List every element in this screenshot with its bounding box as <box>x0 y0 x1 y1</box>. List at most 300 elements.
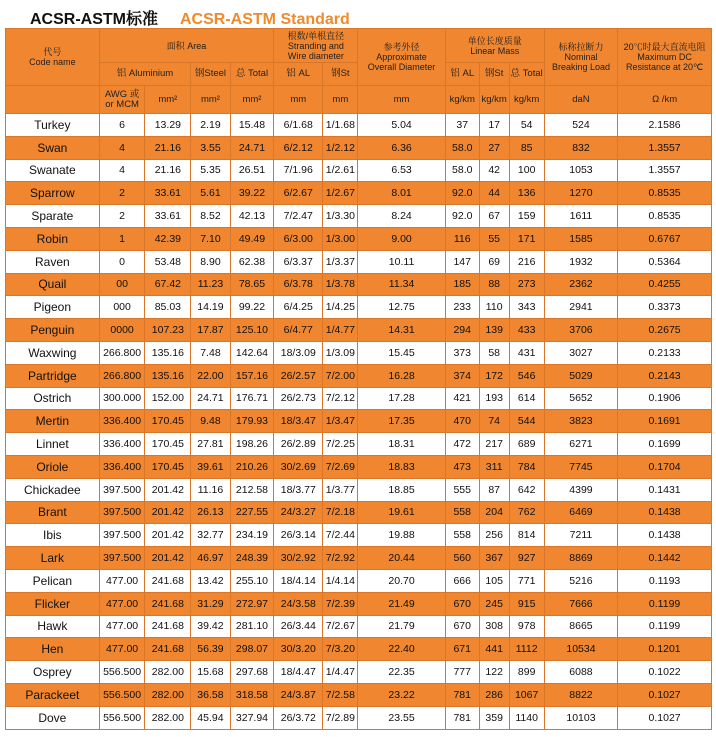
table-cell: 689 <box>509 433 544 456</box>
table-row <box>6 592 712 615</box>
table-cell: 1585 <box>544 227 617 250</box>
table-cell: 18.85 <box>358 478 445 501</box>
table-cell: 670 <box>445 592 479 615</box>
table-cell: 88 <box>479 273 509 296</box>
table-row <box>6 227 712 250</box>
table-cell: 273 <box>509 273 544 296</box>
header-resistance-cn: 20℃时最大直流电阻 <box>623 42 706 52</box>
table-cell: 32.77 <box>191 524 230 547</box>
header-unit-kgkm: kg/km <box>479 86 509 114</box>
table-cell: 21.16 <box>145 136 191 159</box>
table-cell: 272.97 <box>230 592 274 615</box>
table-cell: 7/2.47 <box>274 205 323 228</box>
table-cell: 78.65 <box>230 273 274 296</box>
table-cell: 1112 <box>509 638 544 661</box>
table-cell: 204 <box>479 501 509 524</box>
table-cell: 7666 <box>544 592 617 615</box>
table-cell: 56.39 <box>191 638 230 661</box>
header-diameter-en2: Overall Diameter <box>367 62 436 72</box>
header-unit-mm: mm <box>358 86 445 114</box>
table-row <box>6 114 712 137</box>
table-cell: 7/2.58 <box>323 683 358 706</box>
table-cell: 10534 <box>544 638 617 661</box>
table-cell: 100 <box>509 159 544 182</box>
table-cell: 248.39 <box>230 547 274 570</box>
header-unit-ohm: Ω /km <box>618 86 712 114</box>
table-cell: 1/1.68 <box>323 114 358 137</box>
table-cell: 85 <box>509 136 544 159</box>
header-breaking-en2: Breaking Load <box>551 62 610 72</box>
table-cell: 39.61 <box>191 455 230 478</box>
header-total: 总 Total <box>230 63 274 86</box>
table-cell: 899 <box>509 661 544 684</box>
table-cell: 1/4.47 <box>323 661 358 684</box>
cell-code-name: Penguin <box>6 319 100 342</box>
table-cell: 1/2.67 <box>323 182 358 205</box>
table-cell: 4 <box>99 136 145 159</box>
table-cell: 44 <box>479 182 509 205</box>
table-cell: 179.93 <box>230 410 274 433</box>
table-cell: 152.00 <box>145 387 191 410</box>
table-row <box>6 205 712 228</box>
table-cell: 0000 <box>99 319 145 342</box>
cell-code-name: Hen <box>6 638 100 661</box>
table-cell: 136 <box>509 182 544 205</box>
cell-code-name: Mertin <box>6 410 100 433</box>
table-cell: 135.16 <box>145 364 191 387</box>
table-cell: 7.10 <box>191 227 230 250</box>
table-cell: 1.3557 <box>618 159 712 182</box>
table-cell: 92.0 <box>445 182 479 205</box>
table-cell: 978 <box>509 615 544 638</box>
table-cell: 193 <box>479 387 509 410</box>
table-cell: 1/4.25 <box>323 296 358 319</box>
cell-code-name: Robin <box>6 227 100 250</box>
table-cell: 27 <box>479 136 509 159</box>
table-cell: 18.31 <box>358 433 445 456</box>
table-cell: 67 <box>479 205 509 228</box>
table-cell: 18/3.77 <box>274 478 323 501</box>
table-cell: 282.00 <box>145 661 191 684</box>
table-cell: 0.1193 <box>618 569 712 592</box>
table-row <box>6 569 712 592</box>
table-cell: 26/2.89 <box>274 433 323 456</box>
table-cell: 22.00 <box>191 364 230 387</box>
table-cell: 927 <box>509 547 544 570</box>
header-code-cn: 代号 <box>43 47 62 57</box>
table-cell: 642 <box>509 478 544 501</box>
table-cell: 781 <box>445 706 479 729</box>
table-cell: 7/1.96 <box>274 159 323 182</box>
table-cell: 31.29 <box>191 592 230 615</box>
table-cell: 0.1201 <box>618 638 712 661</box>
header-mass-total: 总 Total <box>509 63 544 86</box>
table-cell: 233 <box>445 296 479 319</box>
table-row <box>6 501 712 524</box>
table-cell: 18.83 <box>358 455 445 478</box>
header-unit-mm2: mm² <box>145 86 191 114</box>
table-cell: 3.55 <box>191 136 230 159</box>
table-cell: 318.58 <box>230 683 274 706</box>
table-cell: 33.61 <box>145 205 191 228</box>
table-cell: 1 <box>99 227 145 250</box>
header-breaking-en1: Nominal <box>564 52 598 62</box>
page-title <box>30 6 350 28</box>
table-cell: 58.0 <box>445 159 479 182</box>
table-cell: 7/2.00 <box>323 364 358 387</box>
table-cell: 5.61 <box>191 182 230 205</box>
table-cell: 1/3.37 <box>323 250 358 273</box>
table-cell: 8.90 <box>191 250 230 273</box>
table-cell: 0.2675 <box>618 319 712 342</box>
header-stranding-en1: Stranding and <box>287 40 344 51</box>
table-cell: 62.38 <box>230 250 274 273</box>
table-cell: 69 <box>479 250 509 273</box>
table-cell: 7/2.44 <box>323 524 358 547</box>
table-cell: 12.75 <box>358 296 445 319</box>
table-cell: 266.800 <box>99 364 145 387</box>
table-cell: 2 <box>99 205 145 228</box>
cell-code-name: Dove <box>6 706 100 729</box>
table-cell: 255.10 <box>230 569 274 592</box>
table-cell: 30/3.20 <box>274 638 323 661</box>
header-unit-mm: mm <box>323 86 358 114</box>
table-row <box>6 455 712 478</box>
table-row <box>6 524 712 547</box>
table-cell: 11.34 <box>358 273 445 296</box>
table-cell: 9.00 <box>358 227 445 250</box>
table-cell: 308 <box>479 615 509 638</box>
table-cell: 1611 <box>544 205 617 228</box>
table-cell: 54 <box>509 114 544 137</box>
table-cell: 832 <box>544 136 617 159</box>
header-unit-mm2: mm² <box>230 86 274 114</box>
table-cell: 421 <box>445 387 479 410</box>
table-cell: 0.3373 <box>618 296 712 319</box>
cell-code-name: Quail <box>6 273 100 296</box>
header-unit-kgkm: kg/km <box>445 86 479 114</box>
table-cell: 42.13 <box>230 205 274 228</box>
table-cell: 7/2.67 <box>323 615 358 638</box>
table-cell: 10103 <box>544 706 617 729</box>
table-cell: 7/2.25 <box>323 433 358 456</box>
table-cell: 6/3.00 <box>274 227 323 250</box>
table-cell: 336.400 <box>99 433 145 456</box>
table-cell: 282.00 <box>145 683 191 706</box>
table-cell: 343 <box>509 296 544 319</box>
table-cell: 49.49 <box>230 227 274 250</box>
table-row <box>6 387 712 410</box>
table-cell: 286 <box>479 683 509 706</box>
table-cell: 7/2.18 <box>323 501 358 524</box>
cell-code-name: Pelican <box>6 569 100 592</box>
table-cell: 26/2.73 <box>274 387 323 410</box>
table-cell: 477.00 <box>99 569 145 592</box>
cell-code-name: Ostrich <box>6 387 100 410</box>
table-cell: 556.500 <box>99 706 145 729</box>
table-cell: 0.8535 <box>618 205 712 228</box>
table-cell: 0.1027 <box>618 683 712 706</box>
table-row <box>6 341 712 364</box>
table-row <box>6 273 712 296</box>
table-cell: 6/4.25 <box>274 296 323 319</box>
header-unit-kgkm: kg/km <box>509 86 544 114</box>
table-cell: 6/3.78 <box>274 273 323 296</box>
table-cell: 135.16 <box>145 341 191 364</box>
table-cell: 21.49 <box>358 592 445 615</box>
table-cell: 441 <box>479 638 509 661</box>
table-cell: 21.16 <box>145 159 191 182</box>
table-cell: 170.45 <box>145 455 191 478</box>
table-cell: 1140 <box>509 706 544 729</box>
table-cell: 1/2.12 <box>323 136 358 159</box>
table-cell: 67.42 <box>145 273 191 296</box>
table-cell: 311 <box>479 455 509 478</box>
table-cell: 374 <box>445 364 479 387</box>
table-cell: 7/2.92 <box>323 547 358 570</box>
table-cell: 1270 <box>544 182 617 205</box>
table-cell: 14.19 <box>191 296 230 319</box>
table-cell: 7/2.12 <box>323 387 358 410</box>
table-cell: 176.71 <box>230 387 274 410</box>
table-cell: 300.000 <box>99 387 145 410</box>
table-cell: 33.61 <box>145 182 191 205</box>
table-cell: 21.79 <box>358 615 445 638</box>
table-cell: 0.2133 <box>618 341 712 364</box>
header-code-en: Code name <box>29 57 76 67</box>
table-row <box>6 615 712 638</box>
table-cell: 20.44 <box>358 547 445 570</box>
table-cell: 16.28 <box>358 364 445 387</box>
table-cell: 1.3557 <box>618 136 712 159</box>
table-cell: 5.04 <box>358 114 445 137</box>
title-black: ACSR-ASTM标准 <box>30 11 158 28</box>
table-cell: 19.88 <box>358 524 445 547</box>
table-cell: 1/3.30 <box>323 205 358 228</box>
table-cell: 30/2.69 <box>274 455 323 478</box>
table-cell: 297.68 <box>230 661 274 684</box>
table-cell: 11.16 <box>191 478 230 501</box>
header-resistance <box>618 29 712 86</box>
header-mass <box>445 29 544 63</box>
table-cell: 201.42 <box>145 501 191 524</box>
table-cell: 241.68 <box>145 592 191 615</box>
header-mass-cn: 单位长度质量 <box>467 35 522 46</box>
table-cell: 3823 <box>544 410 617 433</box>
table-row <box>6 683 712 706</box>
table-cell: 99.22 <box>230 296 274 319</box>
table-cell: 210.26 <box>230 455 274 478</box>
table-cell: 110 <box>479 296 509 319</box>
table-cell: 30/2.92 <box>274 547 323 570</box>
cell-code-name: Swanate <box>6 159 100 182</box>
table-cell: 6271 <box>544 433 617 456</box>
table-cell: 4 <box>99 159 145 182</box>
table-row <box>6 433 712 456</box>
table-cell: 39.42 <box>191 615 230 638</box>
table-cell: 26/3.72 <box>274 706 323 729</box>
table-cell: 397.500 <box>99 547 145 570</box>
table-cell: 6 <box>99 114 145 137</box>
table-cell: 784 <box>509 455 544 478</box>
table-cell: 15.48 <box>230 114 274 137</box>
cell-code-name: Partridge <box>6 364 100 387</box>
table-cell: 116 <box>445 227 479 250</box>
table-cell: 9.48 <box>191 410 230 433</box>
table-cell: 24/3.58 <box>274 592 323 615</box>
table-cell: 7745 <box>544 455 617 478</box>
title-orange: ACSR-ASTM Standard <box>180 11 350 28</box>
header-resistance-en1: Maximum DC <box>637 52 692 62</box>
table-cell: 915 <box>509 592 544 615</box>
table-cell: 0.1438 <box>618 501 712 524</box>
table-cell: 6.36 <box>358 136 445 159</box>
table-cell: 241.68 <box>145 569 191 592</box>
table-cell: 105 <box>479 569 509 592</box>
table-cell: 546 <box>509 364 544 387</box>
cell-code-name: Waxwing <box>6 341 100 364</box>
header-breaking-cn: 标称拉断力 <box>558 42 604 52</box>
header-strand-st: 钢St <box>323 63 358 86</box>
table-cell: 1/4.77 <box>323 319 358 342</box>
table-cell: 17.87 <box>191 319 230 342</box>
cell-code-name: Turkey <box>6 114 100 137</box>
table-cell: 7/2.89 <box>323 706 358 729</box>
header-aluminium: 铝 Aluminium <box>99 63 191 86</box>
table-cell: 777 <box>445 661 479 684</box>
table-row <box>6 250 712 273</box>
table-cell: 74 <box>479 410 509 433</box>
header-area: 面积 Area <box>99 29 274 63</box>
table-cell: 6/2.12 <box>274 136 323 159</box>
table-cell: 3027 <box>544 341 617 364</box>
table-cell: 397.500 <box>99 524 145 547</box>
table-cell: 6088 <box>544 661 617 684</box>
table-cell: 0.5364 <box>618 250 712 273</box>
table-cell: 2941 <box>544 296 617 319</box>
table-cell: 6/4.77 <box>274 319 323 342</box>
table-cell: 556.500 <box>99 661 145 684</box>
table-row <box>6 661 712 684</box>
table-cell: 53.48 <box>145 250 191 273</box>
table-cell: 11.23 <box>191 273 230 296</box>
table-cell: 1067 <box>509 683 544 706</box>
table-cell: 20.70 <box>358 569 445 592</box>
table-cell: 477.00 <box>99 638 145 661</box>
header-unit-awg: AWG 或 or MCM <box>99 86 145 114</box>
table-cell: 15.68 <box>191 661 230 684</box>
table-cell: 24.71 <box>191 387 230 410</box>
cell-code-name: Oriole <box>6 455 100 478</box>
table-cell: 0.1199 <box>618 615 712 638</box>
header-unit-mm2: mm² <box>191 86 230 114</box>
header-unit-dan: daN <box>544 86 617 114</box>
cell-code-name: Osprey <box>6 661 100 684</box>
table-cell: 6.53 <box>358 159 445 182</box>
table-cell: 670 <box>445 615 479 638</box>
table-cell: 170.45 <box>145 410 191 433</box>
table-cell: 397.500 <box>99 501 145 524</box>
table-cell: 92.0 <box>445 205 479 228</box>
table-cell: 2.19 <box>191 114 230 137</box>
table-cell: 558 <box>445 524 479 547</box>
table-cell: 6/2.67 <box>274 182 323 205</box>
table-cell: 217 <box>479 433 509 456</box>
table-cell: 23.22 <box>358 683 445 706</box>
table-cell: 560 <box>445 547 479 570</box>
table-cell: 0.1431 <box>618 478 712 501</box>
header-unit-blank <box>6 86 100 114</box>
table-cell: 13.42 <box>191 569 230 592</box>
table-cell: 431 <box>509 341 544 364</box>
header-diameter <box>358 29 445 86</box>
table-cell: 0.1027 <box>618 706 712 729</box>
table-cell: 0.1906 <box>618 387 712 410</box>
header-code <box>6 29 100 86</box>
table-cell: 7211 <box>544 524 617 547</box>
table-cell: 24.71 <box>230 136 274 159</box>
table-cell: 13.29 <box>145 114 191 137</box>
table-cell: 266.800 <box>99 341 145 364</box>
table-cell: 8822 <box>544 683 617 706</box>
table-cell: 198.26 <box>230 433 274 456</box>
header-strand-al: 铝 AL <box>274 63 323 86</box>
header-breaking <box>544 29 617 86</box>
table-cell: 8665 <box>544 615 617 638</box>
table-cell: 19.61 <box>358 501 445 524</box>
table-cell: 14.31 <box>358 319 445 342</box>
header-diameter-en1: Approximate <box>376 52 427 62</box>
table-cell: 762 <box>509 501 544 524</box>
table-cell: 1932 <box>544 250 617 273</box>
table-cell: 241.68 <box>145 615 191 638</box>
table-cell: 58 <box>479 341 509 364</box>
table-cell: 3706 <box>544 319 617 342</box>
table-cell: 37 <box>445 114 479 137</box>
acsr-astm-table <box>5 28 712 730</box>
table-cell: 201.42 <box>145 547 191 570</box>
table-cell: 18/4.47 <box>274 661 323 684</box>
table-cell: 473 <box>445 455 479 478</box>
table-cell: 0.1704 <box>618 455 712 478</box>
table-cell: 0.1199 <box>618 592 712 615</box>
table-cell: 2 <box>99 182 145 205</box>
table-cell: 10.11 <box>358 250 445 273</box>
cell-code-name: Sparate <box>6 205 100 228</box>
table-cell: 256 <box>479 524 509 547</box>
table-row <box>6 159 712 182</box>
table-cell: 6/3.37 <box>274 250 323 273</box>
table-cell: 7/2.69 <box>323 455 358 478</box>
table-cell: 544 <box>509 410 544 433</box>
table-cell: 477.00 <box>99 615 145 638</box>
table-cell: 45.94 <box>191 706 230 729</box>
table-cell: 42.39 <box>145 227 191 250</box>
table-cell: 336.400 <box>99 455 145 478</box>
table-cell: 212.58 <box>230 478 274 501</box>
table-cell: 17 <box>479 114 509 137</box>
table-cell: 5.35 <box>191 159 230 182</box>
cell-code-name: Ibis <box>6 524 100 547</box>
table-row <box>6 319 712 342</box>
table-cell: 472 <box>445 433 479 456</box>
table-cell: 234.19 <box>230 524 274 547</box>
cell-code-name: Chickadee <box>6 478 100 501</box>
table-cell: 0.4255 <box>618 273 712 296</box>
table-cell: 359 <box>479 706 509 729</box>
table-cell: 556.500 <box>99 683 145 706</box>
table-cell: 8.24 <box>358 205 445 228</box>
